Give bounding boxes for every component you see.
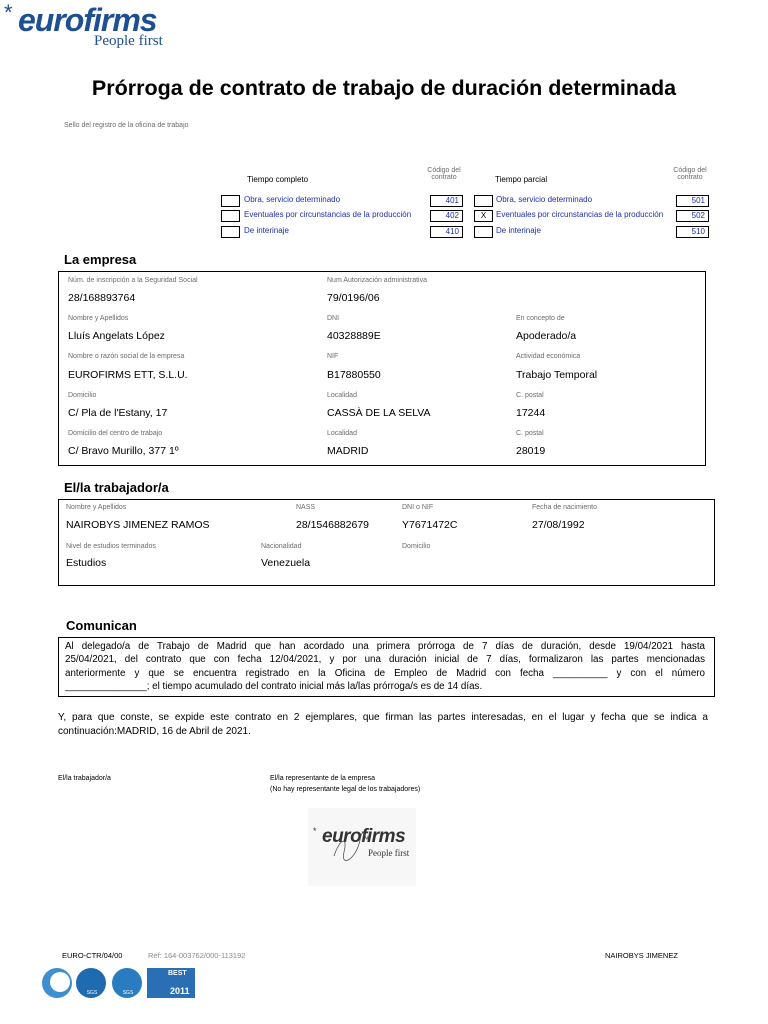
checkbox-ft-eventuales[interactable] [221, 210, 240, 222]
best-badge-label: BEST [168, 970, 187, 977]
ft-eventuales-code: 402 [430, 210, 463, 222]
page-title: Prórroga de contrato de trabajo de duración determinada [91, 76, 677, 100]
rep-name-label: Nombre y Apellidos [68, 315, 129, 322]
address-label: Domicilio [68, 392, 97, 399]
address-value: C/ Pla de l'Estany, 17 [68, 407, 168, 419]
pt-obra-code: 501 [676, 195, 709, 207]
ft-obra-code: 401 [430, 195, 463, 207]
worker-box [58, 499, 715, 586]
pt-eventuales-code: 502 [676, 210, 709, 222]
checkbox-pt-eventuales[interactable]: X [474, 210, 493, 222]
auth-label: Num Autorización administrativa [327, 277, 427, 284]
concept-value: Apoderado/a [516, 330, 577, 342]
pt-interinaje-code: 510 [676, 226, 709, 238]
activity-label: Actividad económica [516, 353, 581, 360]
ft-eventuales-label: Eventuales por circunstancias de la producción [244, 210, 412, 219]
pt-obra-label: Obra, servicio determinado [496, 195, 593, 204]
nass-value: 28/1546882679 [296, 519, 369, 531]
checkbox-pt-obra[interactable] [474, 195, 493, 207]
company-signature-note: (No hay representante legal de los trabajadores) [270, 786, 421, 793]
certification-line-1: Y, para que conste, se expide este contrato en 2 ejemplares, que firman las partes interesadas, en el lugar y fecha que se indica a [58, 712, 708, 723]
work-city-value: MADRID [327, 445, 369, 457]
nif-label: NIF [327, 353, 339, 360]
communicate-line-2: 25/04/2021, del contrato que con fecha 12/04/2021, y por una duración inicial de 7 días, formalizaron las partes mencionadas [65, 654, 705, 666]
worker-heading: El/la trabajador/a [64, 480, 169, 495]
communicate-text [65, 640, 705, 693]
full-time-label: Tiempo completo [247, 175, 309, 184]
business-label: Nombre o razón social de la empresa [68, 353, 185, 360]
footer-ref: Ref: 164-003762/000-113192 [148, 951, 246, 960]
ft-interinaje-label: De interinaje [244, 226, 289, 235]
part-time-label: Tiempo parcial [495, 175, 548, 184]
work-address-label: Domicilio del centro de trabajo [68, 430, 163, 437]
company-heading: La empresa [64, 252, 137, 267]
communicate-line-1: Al delegado/a de Trabajo de Madrid que han acordado una primera prórroga de 7 días de duración, desde 19/04/2021 hasta [65, 641, 705, 652]
rep-name-value: Lluís Angelats López [68, 330, 165, 342]
worker-dni-value: Y7671472C [402, 519, 458, 531]
business-value: EUROFIRMS ETT, S.L.U. [68, 369, 188, 381]
communicate-line-4: _______________; el tiempo acumulado del contrato inicial más la/las prórroga/s es de 14 días. [65, 680, 483, 692]
worker-dni-label: DNI o NIF [402, 504, 434, 511]
footer-code: EURO-CTR/04/00 [62, 951, 123, 960]
registry-stamp-label: Sello del registro de la oficina de trabajo [64, 122, 189, 129]
communicate-line-3: anteriormente y que se encuentra registrado en la Oficina de Empleo de Madrid con fecha __________ y con el número [65, 667, 705, 679]
brand-logo: eurofirms [18, 2, 157, 38]
birth-label: Fecha de nacimiento [532, 504, 597, 511]
company-signature-label: El/la representante de la empresa [270, 775, 376, 782]
city-value: CASSÀ DE LA SELVA [327, 407, 431, 419]
signature-scribble [330, 830, 370, 864]
ss-label: Núm. de inscripción a la Seguridad Social [68, 277, 198, 284]
nationality-value: Venezuela [261, 557, 311, 569]
checkbox-ft-obra[interactable] [221, 195, 240, 207]
ft-obra-label: Obra, servicio determinado [244, 195, 341, 204]
communicate-heading: Comunican [66, 618, 137, 633]
stamp-star-icon: * [313, 826, 317, 836]
worker-name-value: NAIROBYS JIMENEZ RAMOS [66, 519, 210, 531]
postal-label: C. postal [516, 392, 544, 399]
work-city-label: Localidad [327, 430, 357, 437]
rep-dni-value: 40328889E [327, 330, 381, 342]
checkbox-ft-interinaje[interactable] [221, 226, 240, 238]
ss-value: 28/168893764 [68, 292, 136, 304]
sgs-badge-1-label: SGS [86, 990, 98, 996]
brand-tagline: People first [94, 33, 163, 49]
postal-value: 17244 [516, 407, 546, 419]
full-time-code-header: Código del contrato [427, 167, 461, 181]
footer-worker-name: NAIROBYS JIMENEZ [605, 951, 678, 960]
worker-signature-label: El/la trabajador/a [58, 775, 111, 782]
brand-star-icon: * [4, 0, 13, 25]
nass-label: NASS [296, 504, 316, 511]
sgs-badge-2-label: SGS [122, 990, 134, 996]
best-badge-year: 2011 [170, 986, 190, 996]
studies-value: Estudios [66, 557, 107, 569]
activity-value: Trabajo Temporal [516, 369, 598, 381]
work-address-value: C/ Bravo Murillo, 377 1º [68, 445, 179, 457]
certification-line-2: continuación:MADRID, 16 de Abril de 2021. [58, 726, 251, 737]
worker-name-label: Nombre y Apellidos [66, 504, 127, 511]
pt-interinaje-label: De interinaje [496, 226, 541, 235]
birth-value: 27/08/1992 [532, 519, 585, 531]
auth-value: 79/0196/06 [327, 292, 380, 304]
stamp-logo: eurofirms [322, 826, 406, 847]
studies-label: Nivel de estudios terminados [66, 543, 156, 550]
part-time-code-header: Código del contrato [673, 167, 707, 181]
nif-value: B17880550 [327, 369, 381, 381]
worker-address-label: Domicilio [402, 543, 431, 550]
quality-badge-1-inner-icon [50, 972, 70, 992]
pt-eventuales-label: Eventuales por circunstancias de la producción [496, 210, 664, 219]
work-postal-label: C. postal [516, 430, 544, 437]
work-postal-value: 28019 [516, 445, 546, 457]
certification-text [58, 711, 708, 739]
checkbox-pt-interinaje[interactable] [474, 226, 493, 238]
rep-dni-label: DNI [327, 315, 340, 322]
nationality-label: Nacionalidad [261, 543, 302, 550]
city-label: Localidad [327, 392, 357, 399]
ft-interinaje-code: 410 [430, 226, 463, 238]
concept-label: En concepto de [516, 315, 565, 322]
stamp-tagline: People first [368, 848, 410, 858]
